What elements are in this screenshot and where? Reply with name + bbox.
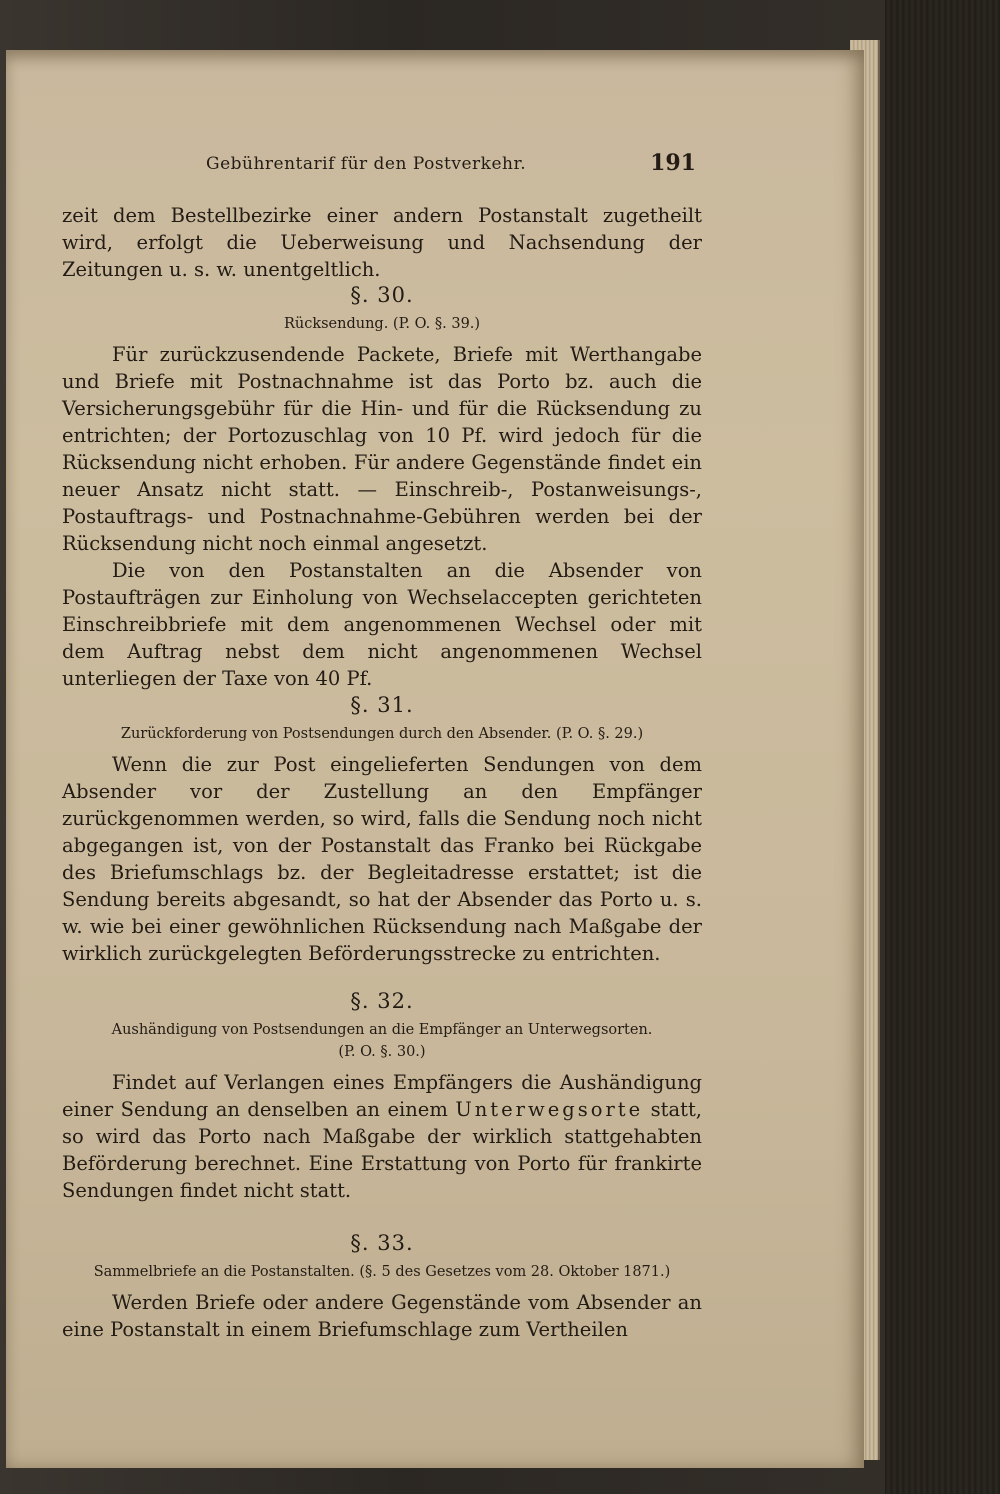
section-33-number: §. 33. [350, 1231, 414, 1255]
section-32-title: Aushändigung von Postsendungen an die Empfänger an Unterwegsorten. [111, 1022, 653, 1038]
section-30-number: §. 30. [350, 283, 414, 307]
section-31-title: Zurückforderung von Postsendungen durch den Absender. (P. O. §. 29.) [120, 726, 644, 742]
section-31 [62, 692, 702, 967]
section-30-paragraph-2: Die von den Postanstalten an die Absender von Postaufträgen zur Einholung von Wechselaccepten gerichteten Einschreibbriefe mit dem angenommenen Wechsel oder mit dem Auftrag nebst dem nicht angenommenen Wechsel unterliegen der Taxe von 40 Pf. [62, 559, 702, 690]
book-spine-binding [885, 0, 1000, 1494]
section-33-title: Sammelbriefe an die Postanstalten. (§. 5 des Gesetzes vom 28. Oktober 1871.) [93, 1264, 671, 1280]
section-32-spaced-word: Unterwegsorte [455, 1098, 644, 1121]
section-31-paragraph-1: Wenn die zur Post eingelieferten Sendungen von dem Absender vor der Zustellung an den Empfänger zurückgenommen werden, so wird, falls die Sendung noch nicht abgegangen ist, von der Postanstalt das Franko bei Rückgabe des Briefumschlags bz. der Begleitadresse erstattet; ist die Sendung bereits abgesandt, so hat der Absender das Porto u. s. w. wie bei einer gewöhnlichen Rücksendung nach Maßgabe der wirklich zurückgelegten Beförderungsstrecke zu entrichten. [62, 753, 702, 965]
page-number: 191 [650, 150, 696, 176]
section-33-paragraph-1: Werden Briefe oder andere Gegenstände vom Absender an eine Postanstalt in einem Briefumschlage zum Vertheilen [62, 1291, 702, 1341]
section-32 [62, 988, 702, 1204]
section-32-title-reference: (P. O. §. 30.) [338, 1044, 426, 1060]
section-30-title: Rücksendung. (P. O. §. 39.) [283, 316, 481, 332]
section-30 [62, 282, 702, 692]
running-head [206, 150, 696, 180]
section-30-paragraph-1: Für zurückzusendende Packete, Briefe mit Werthangabe und Briefe mit Postnachnahme ist das Porto bz. auch die Versicherungsgebühr für die Hin- und für die Rücksendung zu entrichten; der Portozuschlag von 10 Pf. wird jedoch für die Rücksendung nicht erhoben. Für andere Gegenstände findet ein neuer Ansatz nicht statt. — Einschreib-, Postanweisungs-, Postauftrags- und Postnachnahme-Gebühren werden bei der Rücksendung nicht noch einmal angesetzt. [62, 343, 702, 555]
section-31-number: §. 31. [350, 693, 414, 717]
section-33 [62, 1230, 702, 1343]
book-page [6, 50, 864, 1468]
section-32-paragraph-1 [62, 1069, 702, 1204]
continuation-block [62, 202, 702, 283]
section-32-number: §. 32. [350, 989, 414, 1013]
continuation-paragraph: zeit dem Bestellbezirke einer andern Postanstalt zugetheilt wird, erfolgt die Ueberweisung und Nachsendung der Zeitungen u. s. w. unentgeltlich. [62, 204, 702, 281]
section-32-text-before: Findet auf Verlangen eines Empfängers die Aushändigung einer Sendung an denselben an einem [62, 1071, 702, 1121]
running-title: Gebührentarif für den Postverkehr. [206, 154, 527, 174]
section-32-text-after: statt, so wird das Porto nach Maßgabe der wirklich stattgehabten Beförderung berechnet. Eine Erstattung von Porto für frankirte Sendungen findet nicht statt. [62, 1098, 702, 1202]
